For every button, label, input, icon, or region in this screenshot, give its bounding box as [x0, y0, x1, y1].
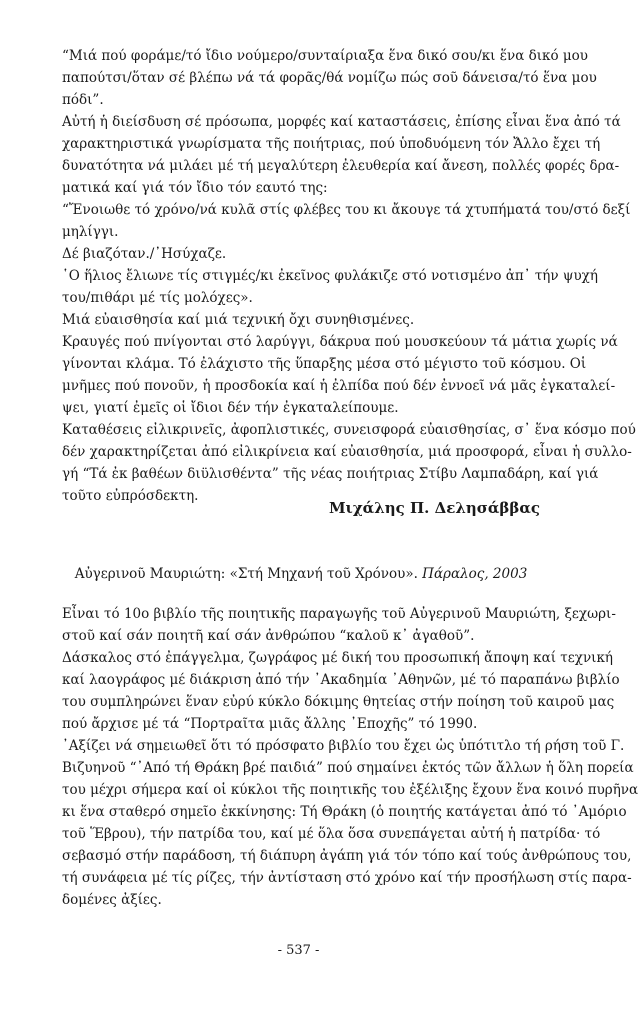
text-line: παπούτσι/ὅταν σέ βλέπω νά τά φορᾶς/θά νομίζω πώς σοῦ δάνεισα/τό ἕνα μου — [62, 70, 597, 86]
text-line: τή συνάφεια μέ τίς ρίζες, τήν ἀντίσταση στό χρόνο καί τήν προσήλωση στίς παρα- — [62, 870, 632, 886]
text-line: χαρακτηριστικά γνωρίσματα τῆς ποιήτριας, πού ὑποδυόμενη τόν Ἄλλο ἔχει τή — [62, 136, 601, 152]
text-line: “Μιά πού φοράμε/τό ἴδιο νούμερο/συνταίριαξα ἕνα δικό σου/κι ἕνα δικό μου — [62, 48, 589, 64]
text-line: σεβασμό στήν παράδοση, τή διάπυρη ἀγάπη γιά τόν τόπο καί τούς ἀνθρώπους του, — [62, 848, 632, 864]
text-line: τοῦτο εὐπρόσδεκτη. — [62, 488, 199, 504]
text-line: γίνονται κλάμα. Τό ἐλάχιστο τῆς ὕπαρξης μέσα στό μέγιστο τοῦ κόσμου. Οἱ — [62, 356, 587, 372]
text-line: ψει, γιατί ἐμεῖς οἱ ἴδιοι δέν τήν ἐγκαταλείπουμε. — [62, 400, 399, 416]
text-line: δέν χαρακτηρίζεται ἀπό εἰλικρίνεια καί εὐαισθησία, μιά προσφορά, εἶναι ἡ συλλο- — [62, 444, 632, 460]
text-line: “Ἔνοιωθε τό χρόνο/νά κυλᾶ στίς φλέβες του κι ἄκουγε τά χτυπήματά του/στό δεξί — [62, 202, 631, 218]
text-line: Βιζυηνοῦ “᾽Από τή Θράκη βρέ παιδιά” πού σημαίνει ἐκτός τῶν ἄλλων ἡ ὅλη πορεία — [62, 760, 634, 776]
text-line: Κραυγές πού πνίγονται στό λαρύγγι, δάκρυα πού μουσκεύουν τά μάτια χωρίς νά — [62, 334, 618, 350]
text-line: γή “Τά ἐκ βαθέων διϋλισθέντα” τῆς νέας ποιήτριας Στίβυ Λαμπαδάρη, καί γιά — [62, 466, 599, 482]
review-body — [62, 603, 638, 911]
review-heading — [62, 563, 540, 585]
text-line: πόδι”. — [62, 92, 104, 108]
text-line: του συμπληρώνει ἕναν εὐρύ κύκλο δόκιμης θητείας στήν ποίηση τοῦ καιροῦ μας — [62, 694, 615, 710]
text-line: Καταθέσεις εἰλικρινεῖς, ἀφοπλιστικές, συνεισφορά εὐαισθησίας, σ᾽ ἕνα κόσμο πού — [62, 422, 636, 438]
page-number: - 537 - — [277, 943, 320, 958]
text-line: μηλίγγι. — [62, 224, 119, 240]
text-line: δυνατότητα νά μιλάει μέ τή μεγαλύτερη ἐλευθερία καί ἄνεση, πολλές φορές δρα- — [62, 158, 620, 174]
text-line: καί λαογράφος μέ διάκριση ἀπό τήν ᾽Ακαδημία ᾽Αθηνῶν, μέ τό παραπάνω βιβλίο — [62, 672, 620, 688]
text-line: ῾Ο ἥλιος ἔλιωνε τίς στιγμές/κι ἐκεῖνος φυλάκιζε στό νοτισμένο ἀπ᾽ τήν ψυχή — [62, 268, 598, 284]
review-book-title: Αὐγερινοῦ Μαυριώτη: «Στή Μηχανή τοῦ Χρόνου». — [74, 566, 418, 582]
text-line: Αὐτή ἡ διείσδυση σέ πρόσωπα, μορφές καί καταστάσεις, ἐπίσης εἶναι ἕνα ἀπό τά — [62, 114, 621, 130]
text-line: Εἶναι τό 10ο βιβλίο τῆς ποιητικῆς παραγωγῆς τοῦ Αὐγερινοῦ Μαυριώτη, ξεχωρι- — [62, 606, 616, 622]
author-signature: Μιχάλης Π. Δελησάββας — [328, 499, 540, 517]
text-line: Δέ βιαζόταν./᾽Ησύχαζε. — [62, 246, 227, 262]
text-line: Δάσκαλος στό ἐπάγγελμα, ζωγράφος μέ δική του προσωπική ἄποψη καί τεχνική — [62, 650, 613, 666]
text-line: του/πιθάρι μέ τίς μολόχες». — [62, 290, 253, 306]
review-publisher-year: Πάραλος, 2003 — [417, 566, 528, 582]
text-line: πού ἄρχισε μέ τά “Πορτραῖτα μιᾶς ἄλλης ᾽Εποχῆς” τό 1990. — [62, 716, 478, 732]
text-line: τοῦ Ἕβρου), τήν πατρίδα του, καί μέ ὅλα ὅσα συνεπάγεται αὐτή ἡ πατρίδα· τό — [62, 826, 601, 842]
text-line: δομένες ἀξίες. — [62, 892, 162, 908]
section1-body — [62, 45, 636, 507]
text-line: του μέχρι σήμερα καί οἱ κύκλοι τῆς ποιητικῆς του ἐξέλιξης ἔχουν ἕνα κοινό πυρῆνα — [62, 782, 638, 798]
text-line: μνῆμες πού πονοῦν, ἡ προσδοκία καί ἡ ἐλπίδα πού δέν ἐννοεῖ νά μᾶς ἐγκαταλεί- — [62, 378, 616, 394]
text-line: Μιά εὐαισθησία καί μιά τεχνική ὄχι συνηθισμένες. — [62, 312, 415, 328]
text-line: ᾽Αξίζει νά σημειωθεῖ ὅτι τό πρόσφατο βιβλίο του ἔχει ὡς ὑπότιτλο τή ρήση τοῦ Γ. — [62, 738, 625, 754]
text-line: στοῦ καί σάν ποιητῆ καί σάν ἀνθρώπου “καλοῦ κ᾽ ἀγαθοῦ”. — [62, 628, 475, 644]
text-line: ματικά καί γιά τόν ἴδιο τόν εαυτό της: — [62, 180, 328, 196]
text-line: κι ἕνα σταθερό σημεῖο ἐκκίνησης: Τή Θράκη (ὁ ποιητής κατάγεται ἀπό τό ᾽Αμόριο — [62, 804, 627, 820]
